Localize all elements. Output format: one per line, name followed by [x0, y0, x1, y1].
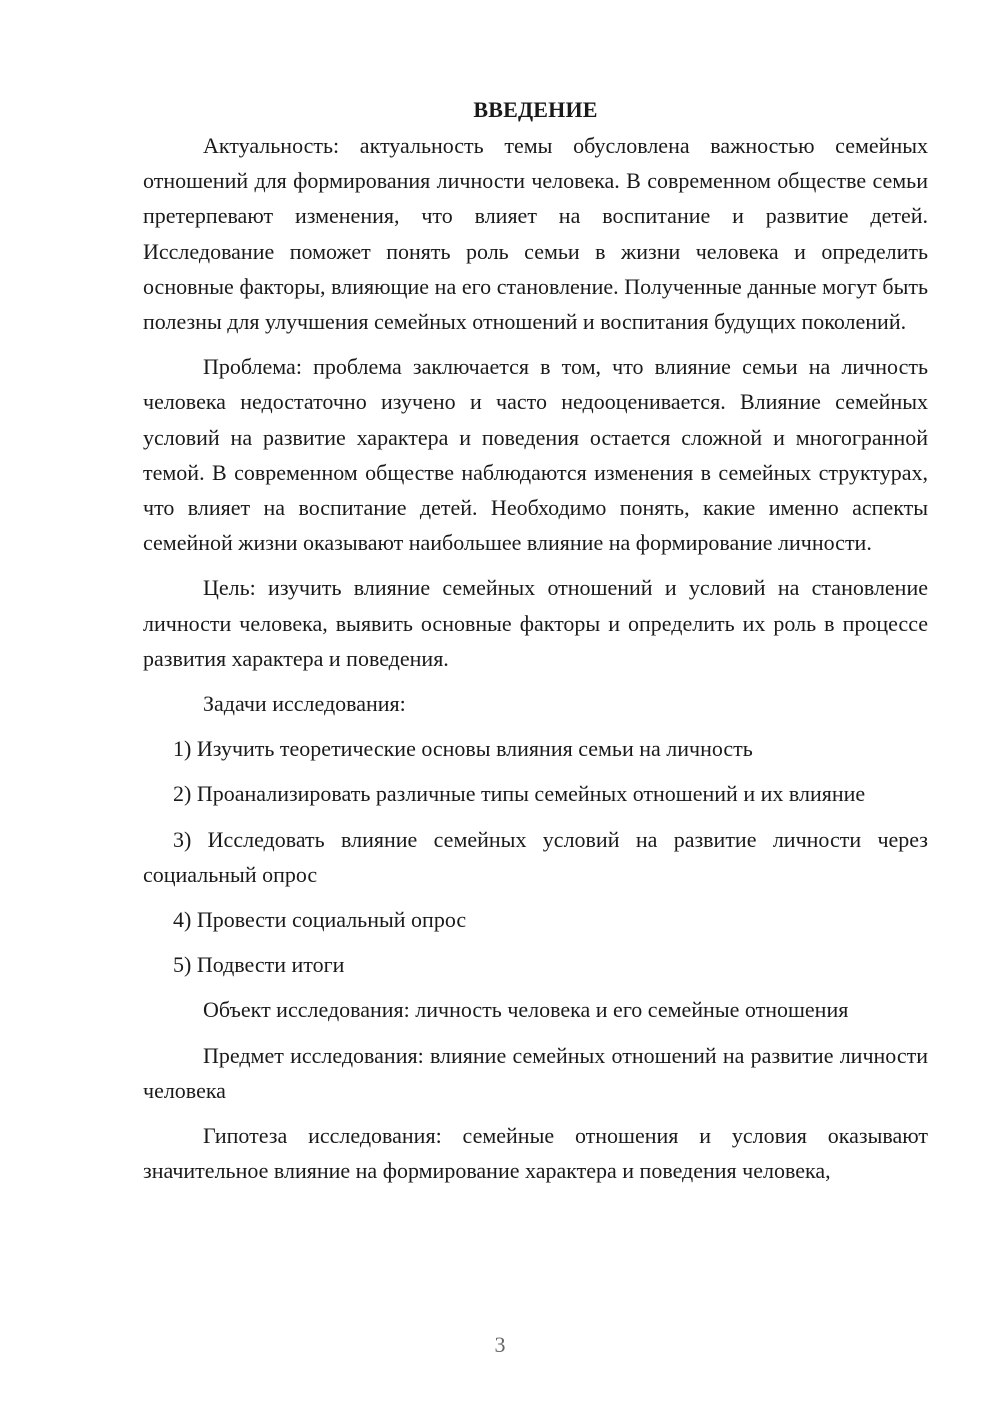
list-item: 3) Исследовать влияние семейных условий на развитие личности через социальный опрос: [143, 826, 928, 887]
list-item: 1) Изучить теоретические основы влияния семьи на личность: [173, 736, 753, 762]
paragraph-subject: Предмет исследования: влияние семейных отношений на развитие личности человека: [143, 1042, 928, 1103]
paragraph-object: Объект исследования: личность человека и его семейные отношения: [203, 997, 849, 1023]
tasks-heading: Задачи исследования:: [203, 691, 406, 717]
list-item: 2) Проанализировать различные типы семейных отношений и их влияние: [173, 781, 866, 807]
paragraph-problem: Проблема: проблема заключается в том, что влияние семьи на личность человека недостаточно изучено и часто недооценивается. Влияние семейных условий на развитие характера и поведения остается сложной и многогранной темой. В современном обществе наблюдаются изменения в семейных структурах, что влияет на воспитание детей. Необходимо понять, какие именно аспекты семейной жизни оказывают наибольшее влияние на формирование личности.: [143, 354, 928, 556]
page-number: 3: [494, 1332, 506, 1357]
list-item: 5) Подвести итоги: [173, 952, 345, 978]
page-title: ВВЕДЕНИЕ: [473, 97, 598, 122]
paragraph-goal: Цель: изучить влияние семейных отношений и условий на становление личности человека, выявить основные факторы и определить их роль в процессе развития характера и поведения.: [143, 575, 928, 671]
document-body: [143, 92, 928, 1198]
tasks-list: [143, 731, 928, 982]
paragraph-hypothesis: Гипотеза исследования: семейные отношения и условия оказывают значительное влияние на формирование характера и поведения человека,: [143, 1123, 928, 1184]
paragraph-relevance: Актуальность: актуальность темы обусловлена важностью семейных отношений для формирования личности человека. В современном обществе семьи претерпевают изменения, что влияет на воспитание и развитие детей. Исследование поможет понять роль семьи в жизни человека и определить основные факторы, влияющие на его становление. Полученные данные могут быть полезны для улучшения семейных отношений и воспитания будущих поколений.: [143, 133, 928, 335]
list-item: 4) Провести социальный опрос: [173, 907, 467, 933]
